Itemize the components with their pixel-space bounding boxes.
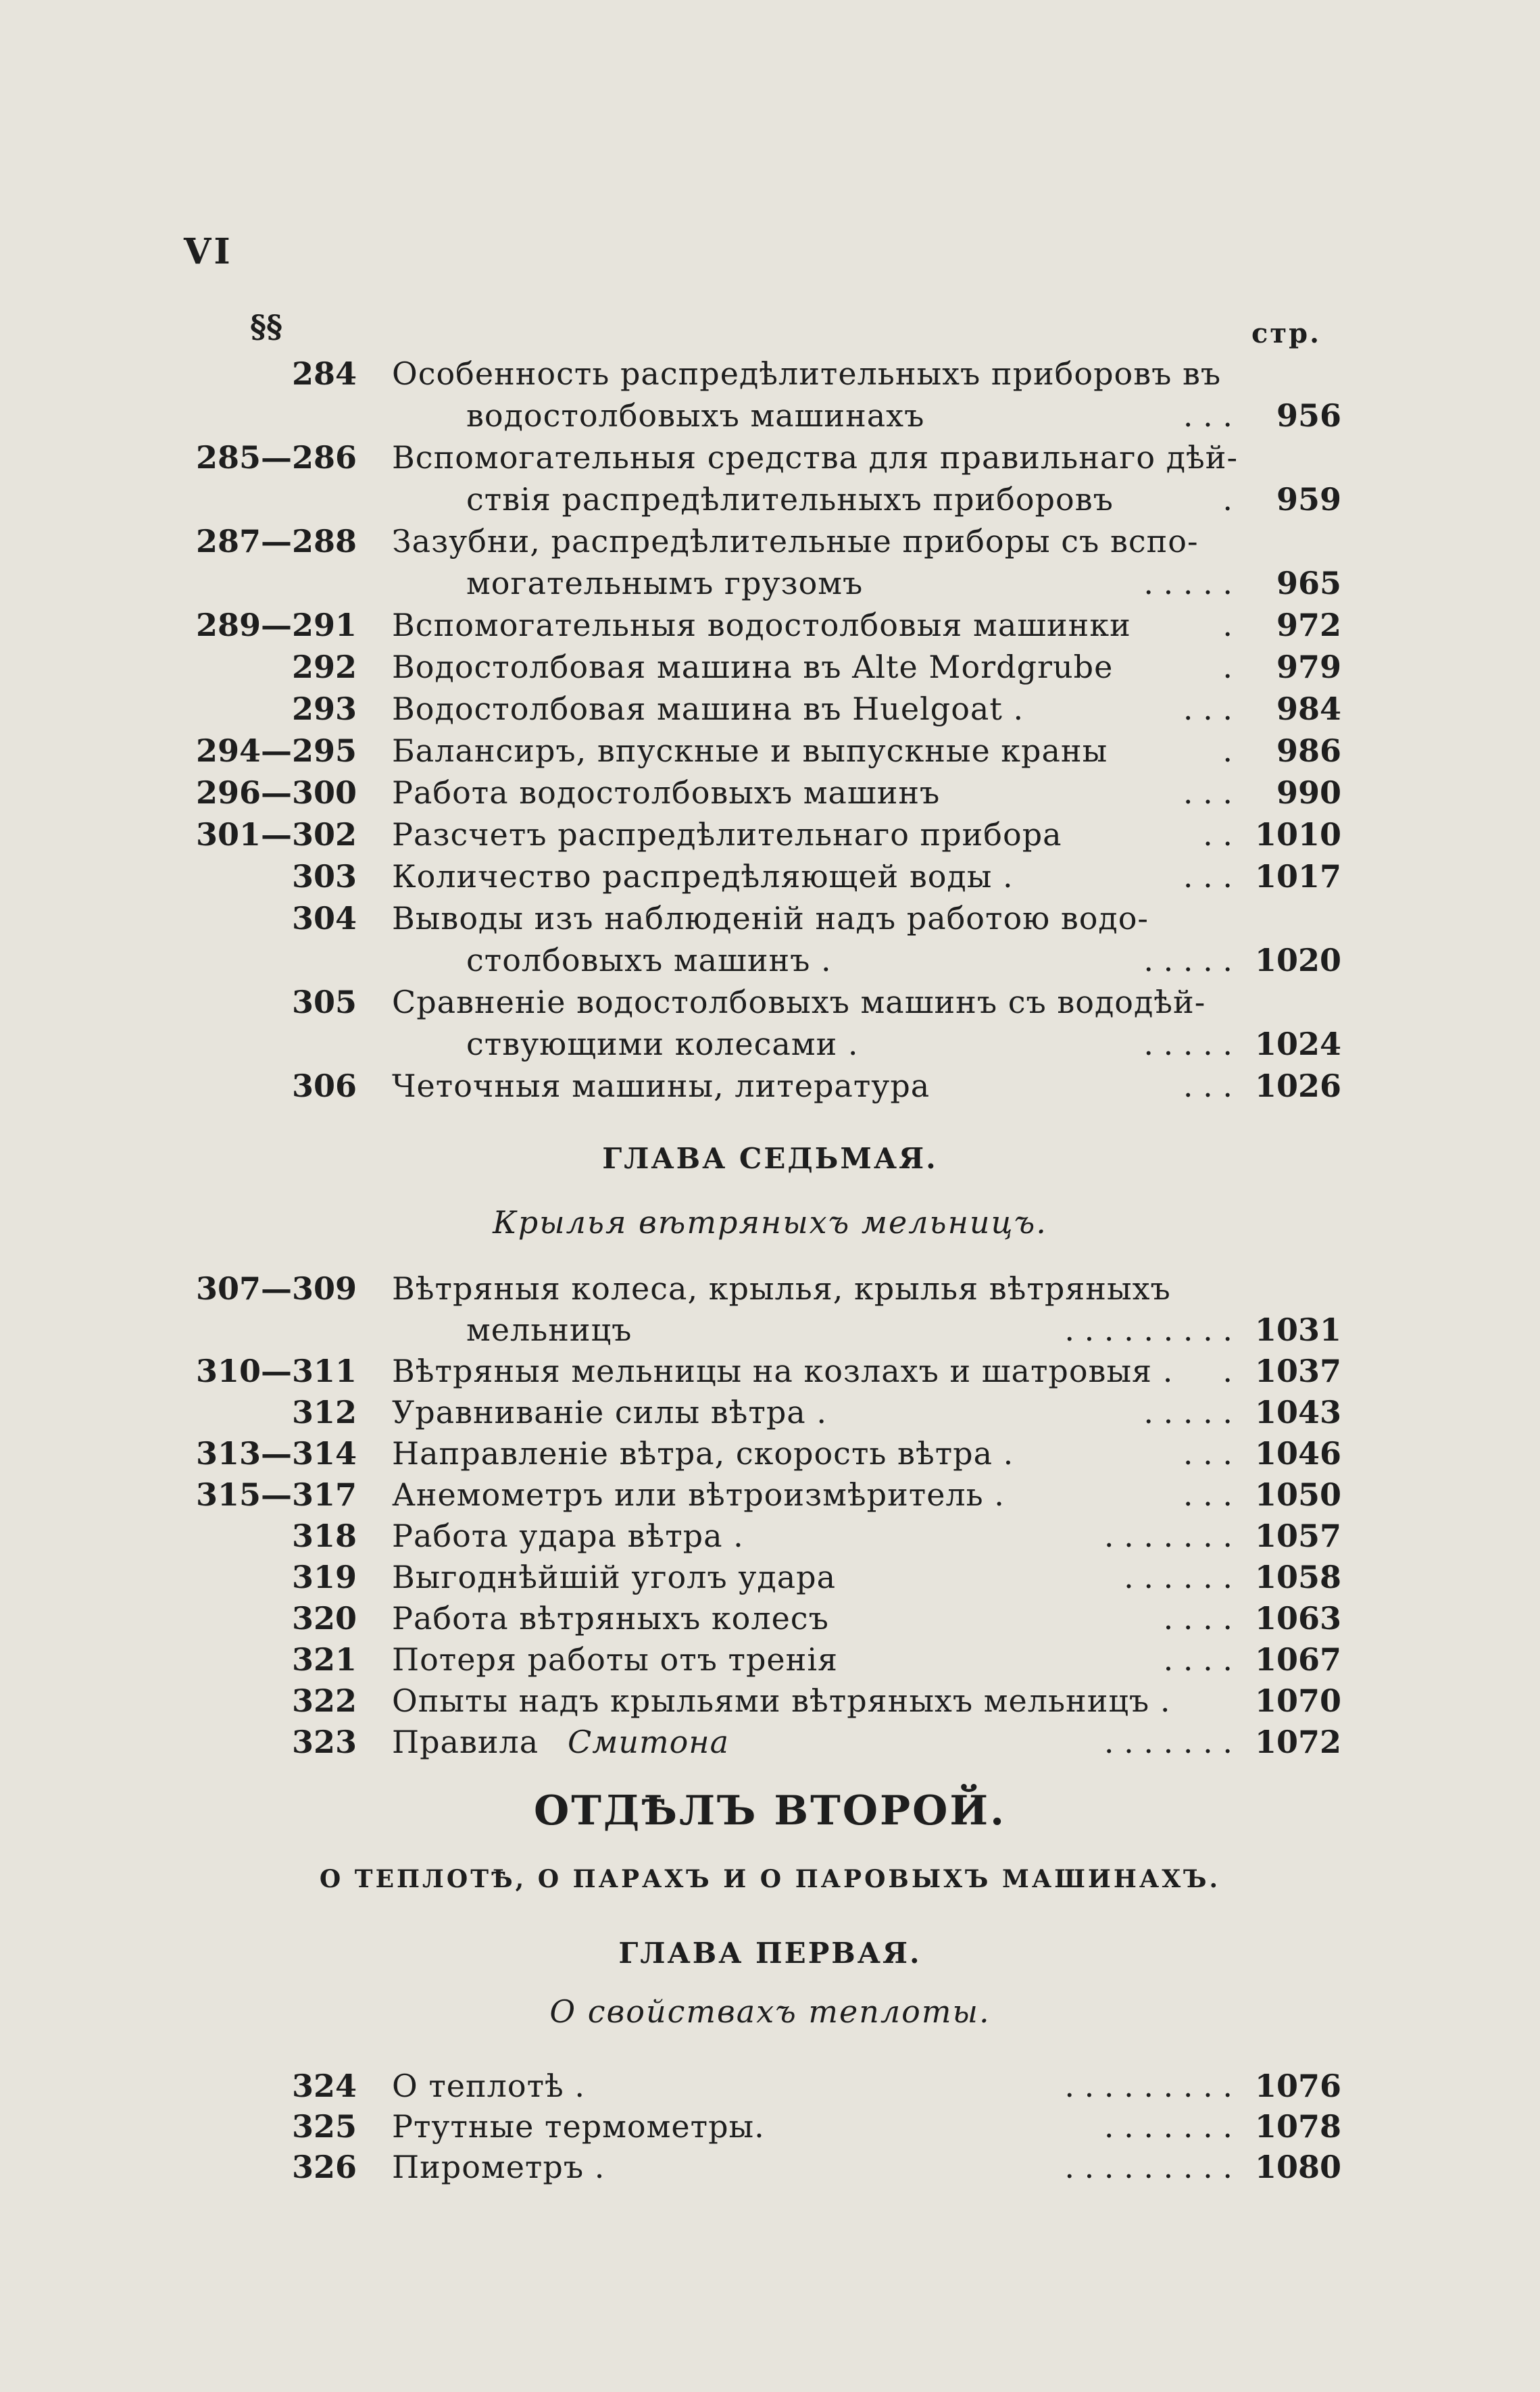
- toc-row: [0, 1391, 1540, 1433]
- leader-dots: . . .: [1183, 397, 1233, 434]
- entry-title: Разсчетъ распредѣлительнаго прибора: [392, 816, 1062, 853]
- leader-dots: . . .: [1183, 691, 1233, 727]
- toc-row: [0, 353, 1540, 395]
- page-reference: 1078: [1254, 2108, 1341, 2145]
- section-number: 310—311: [195, 1353, 357, 1389]
- entry-title: столбовыхъ машинъ .: [466, 942, 832, 978]
- toc-row: [0, 981, 1540, 1023]
- leader-dots: . . . . . . . . .: [1064, 2149, 1233, 2185]
- leader-dots: .: [1222, 732, 1233, 769]
- entry-title: Сравненіе водостолбовыхъ машинъ съ вододѣй-: [392, 984, 1206, 1020]
- toc-row: [0, 2065, 1540, 2107]
- page-reference: 990: [1276, 774, 1341, 811]
- section-number: 296—300: [195, 774, 357, 811]
- entry-title: Уравниваніе силы вѣтра .: [392, 1394, 827, 1430]
- toc-row: [0, 1065, 1540, 1107]
- section-number: 324: [291, 2068, 357, 2104]
- entry-title: водостолбовыхъ машинахъ: [466, 397, 925, 434]
- page-reference: 1010: [1254, 816, 1341, 853]
- toc-row: [0, 1515, 1540, 1557]
- chapter-one-heading: ГЛАВА ПЕРВАЯ.: [618, 1937, 922, 1970]
- leader-dots: . .: [1203, 816, 1233, 853]
- section-number: 304: [291, 900, 357, 937]
- page-reference: 1076: [1254, 2068, 1341, 2104]
- toc-row: [0, 1350, 1540, 1392]
- page-reference: 1063: [1254, 1600, 1341, 1637]
- toc-row: [0, 772, 1540, 814]
- section-number: 285—286: [195, 439, 357, 476]
- section-number: 287—288: [195, 523, 357, 559]
- toc-row: [0, 646, 1540, 688]
- section-number: 307—309: [195, 1270, 357, 1307]
- entry-title: Балансиръ, впускные и выпускные краны: [392, 732, 1108, 769]
- section-number: 322: [291, 1683, 357, 1719]
- entry-title: Вѣтряныя колеса, крылья, крылья вѣтряныхъ: [392, 1270, 1171, 1307]
- entry-title: Ртутные термометры.: [392, 2108, 765, 2145]
- toc-row: [0, 1639, 1540, 1680]
- toc-row: [0, 897, 1540, 939]
- page-reference: 972: [1276, 607, 1341, 643]
- page-reference: 1070: [1254, 1683, 1341, 1719]
- section-number: 284: [291, 355, 357, 392]
- page-reference: 1037: [1254, 1353, 1341, 1389]
- section-number: 319: [291, 1559, 357, 1595]
- page-reference: 986: [1276, 732, 1341, 769]
- toc-row: [0, 730, 1540, 772]
- section-number: 292: [291, 649, 357, 685]
- section-number: 325: [291, 2108, 357, 2145]
- toc-row: [0, 520, 1540, 562]
- toc-row: [0, 604, 1540, 646]
- toc-row: [0, 437, 1540, 478]
- toc-row: [0, 1474, 1540, 1516]
- toc-row: [0, 1432, 1540, 1474]
- section-number: 315—317: [195, 1476, 357, 1513]
- toc-row: [0, 939, 1540, 981]
- section-number: 303: [291, 858, 357, 895]
- toc-row: [0, 395, 1540, 437]
- entry-title: Работа удара вѣтра .: [392, 1518, 744, 1554]
- section-number: 293: [291, 691, 357, 727]
- toc-row: [0, 855, 1540, 897]
- entry-title: Зазубни, распредѣлительные приборы съ вспо-: [392, 523, 1199, 559]
- entry-title: ствія распредѣлительныхъ приборовъ: [466, 481, 1114, 518]
- page-reference: 1057: [1254, 1518, 1341, 1554]
- toc-row: [0, 814, 1540, 855]
- page-reference: 1020: [1254, 942, 1341, 978]
- entry-title: О теплотѣ .: [392, 2068, 586, 2104]
- leader-dots: .: [1222, 481, 1233, 518]
- leader-dots: . . . . . .: [1124, 1559, 1233, 1595]
- entry-title: мельницъ: [466, 1312, 632, 1348]
- toc-row: [0, 1268, 1540, 1310]
- section-number: 321: [291, 1641, 357, 1678]
- leader-dots: . . .: [1183, 1068, 1233, 1104]
- page-reference: 1017: [1254, 858, 1341, 895]
- section-number: 313—314: [195, 1435, 357, 1472]
- leader-dots: . . . . . . .: [1103, 1518, 1233, 1554]
- entry-title: Вспомогательныя средства для правильнаго дѣй-: [392, 439, 1238, 476]
- section-number: 323: [291, 1724, 357, 1760]
- chapter-seven-heading: ГЛАВА СЕДЬМАЯ.: [602, 1142, 938, 1175]
- leader-dots: . . .: [1183, 1476, 1233, 1513]
- entry-title: Вспомогательныя водостолбовыя машинки: [392, 607, 1131, 643]
- toc-row: [0, 1556, 1540, 1598]
- entry-title: Вѣтряныя мельницы на козлахъ и шатровыя .: [392, 1353, 1174, 1389]
- page-reference: 1026: [1254, 1068, 1341, 1104]
- page-reference: 979: [1276, 649, 1341, 685]
- section-number: 326: [291, 2149, 357, 2185]
- page-number: VI: [184, 231, 233, 272]
- leader-dots: .: [1222, 607, 1233, 643]
- toc-row: [0, 1680, 1540, 1722]
- paragraph-column-header: §§: [250, 308, 283, 345]
- entry-title: Работа водостолбовыхъ машинъ: [392, 774, 941, 811]
- leader-dots: . . . . . . . . .: [1064, 1312, 1233, 1348]
- toc-row: [0, 478, 1540, 520]
- entry-title: Количество распредѣляющей воды .: [392, 858, 1014, 895]
- section-number: 312: [291, 1394, 357, 1430]
- section-number: 305: [291, 984, 357, 1020]
- toc-row: [0, 562, 1540, 604]
- page-reference: 965: [1276, 565, 1341, 601]
- leader-dots: . . .: [1183, 858, 1233, 895]
- page-reference: 1067: [1254, 1641, 1341, 1678]
- toc-row: [0, 1309, 1540, 1351]
- leader-dots: .: [1222, 649, 1233, 685]
- page-reference: 1046: [1254, 1435, 1341, 1472]
- page-reference: 1024: [1254, 1026, 1341, 1062]
- leader-dots: . . . . . . .: [1103, 1724, 1233, 1760]
- entry-title-italic: Смитона: [568, 1724, 729, 1760]
- page-reference: 956: [1276, 397, 1341, 434]
- page-reference: 1072: [1254, 1724, 1341, 1760]
- leader-dots: .: [1222, 1353, 1233, 1389]
- page-reference: 984: [1276, 691, 1341, 727]
- entry-title: Пирометръ .: [392, 2149, 605, 2185]
- toc-row: [0, 2146, 1540, 2188]
- entry-title: Выгоднѣйшій уголъ удара: [392, 1559, 837, 1595]
- entry-title: ствующими колесами .: [466, 1026, 859, 1062]
- section-number: 294—295: [195, 732, 357, 769]
- leader-dots: . . . . .: [1143, 942, 1233, 978]
- section-number: 301—302: [195, 816, 357, 853]
- leader-dots: . . . . .: [1143, 1026, 1233, 1062]
- leader-dots: . . . . . . .: [1103, 2108, 1233, 2145]
- section-two-heading: ОТДѢЛЪ ВТОРОЙ.: [533, 1787, 1006, 1835]
- entry-title: Опыты надъ крыльями вѣтряныхъ мельницъ .: [392, 1683, 1171, 1719]
- toc-row: [0, 1597, 1540, 1639]
- entry-title: Четочныя машины, литература: [392, 1068, 930, 1104]
- page-reference: 1080: [1254, 2149, 1341, 2185]
- page-reference: 1043: [1254, 1394, 1341, 1430]
- entry-title: могательнымъ грузомъ: [466, 565, 864, 601]
- toc-row: [0, 1721, 1540, 1763]
- entry-title: Правила: [392, 1724, 539, 1760]
- section-number: 318: [291, 1518, 357, 1554]
- page-reference: 1058: [1254, 1559, 1341, 1595]
- leader-dots: . . . . .: [1143, 565, 1233, 601]
- page-reference: 1031: [1254, 1312, 1341, 1348]
- entry-title: Особенность распредѣлительныхъ приборовъ въ: [392, 355, 1222, 392]
- entry-title: Направленіе вѣтра, скорость вѣтра .: [392, 1435, 1014, 1472]
- chapter-seven-subtitle: Крылья вѣтряныхъ мельницъ.: [493, 1204, 1047, 1241]
- section-number: 320: [291, 1600, 357, 1637]
- page-column-header: стр.: [1251, 318, 1322, 349]
- section-number: 289—291: [195, 607, 357, 643]
- leader-dots: . . . . .: [1143, 1394, 1233, 1430]
- leader-dots: . . . .: [1163, 1600, 1233, 1637]
- toc-row: [0, 1023, 1540, 1065]
- toc-row: [0, 688, 1540, 730]
- section-number: 306: [291, 1068, 357, 1104]
- page-reference: 1050: [1254, 1476, 1341, 1513]
- entry-title: Водостолбовая машина въ Huelgoat .: [392, 691, 1024, 727]
- entry-title: Водостолбовая машина въ Alte Mordgrube: [392, 649, 1114, 685]
- chapter-one-subtitle: О свойствахъ теплоты.: [549, 1993, 991, 2030]
- toc-row: [0, 2106, 1540, 2147]
- leader-dots: . . .: [1183, 1435, 1233, 1472]
- entry-title: Потеря работы отъ тренія: [392, 1641, 839, 1678]
- entry-title: Выводы изъ наблюденій надъ работою водо-: [392, 900, 1149, 937]
- section-two-subheading: О ТЕПЛОТѢ, О ПАРАХЪ И О ПАРОВЫХЪ МАШИНАХЪ.: [319, 1865, 1221, 1893]
- entry-title: Работа вѣтряныхъ колесъ: [392, 1600, 829, 1637]
- page-reference: 959: [1276, 481, 1341, 518]
- leader-dots: . . . . . . . . .: [1064, 2068, 1233, 2104]
- leader-dots: . . .: [1183, 774, 1233, 811]
- leader-dots: . . . .: [1163, 1641, 1233, 1678]
- entry-title: Анемометръ или вѣтроизмѣритель .: [392, 1476, 1005, 1513]
